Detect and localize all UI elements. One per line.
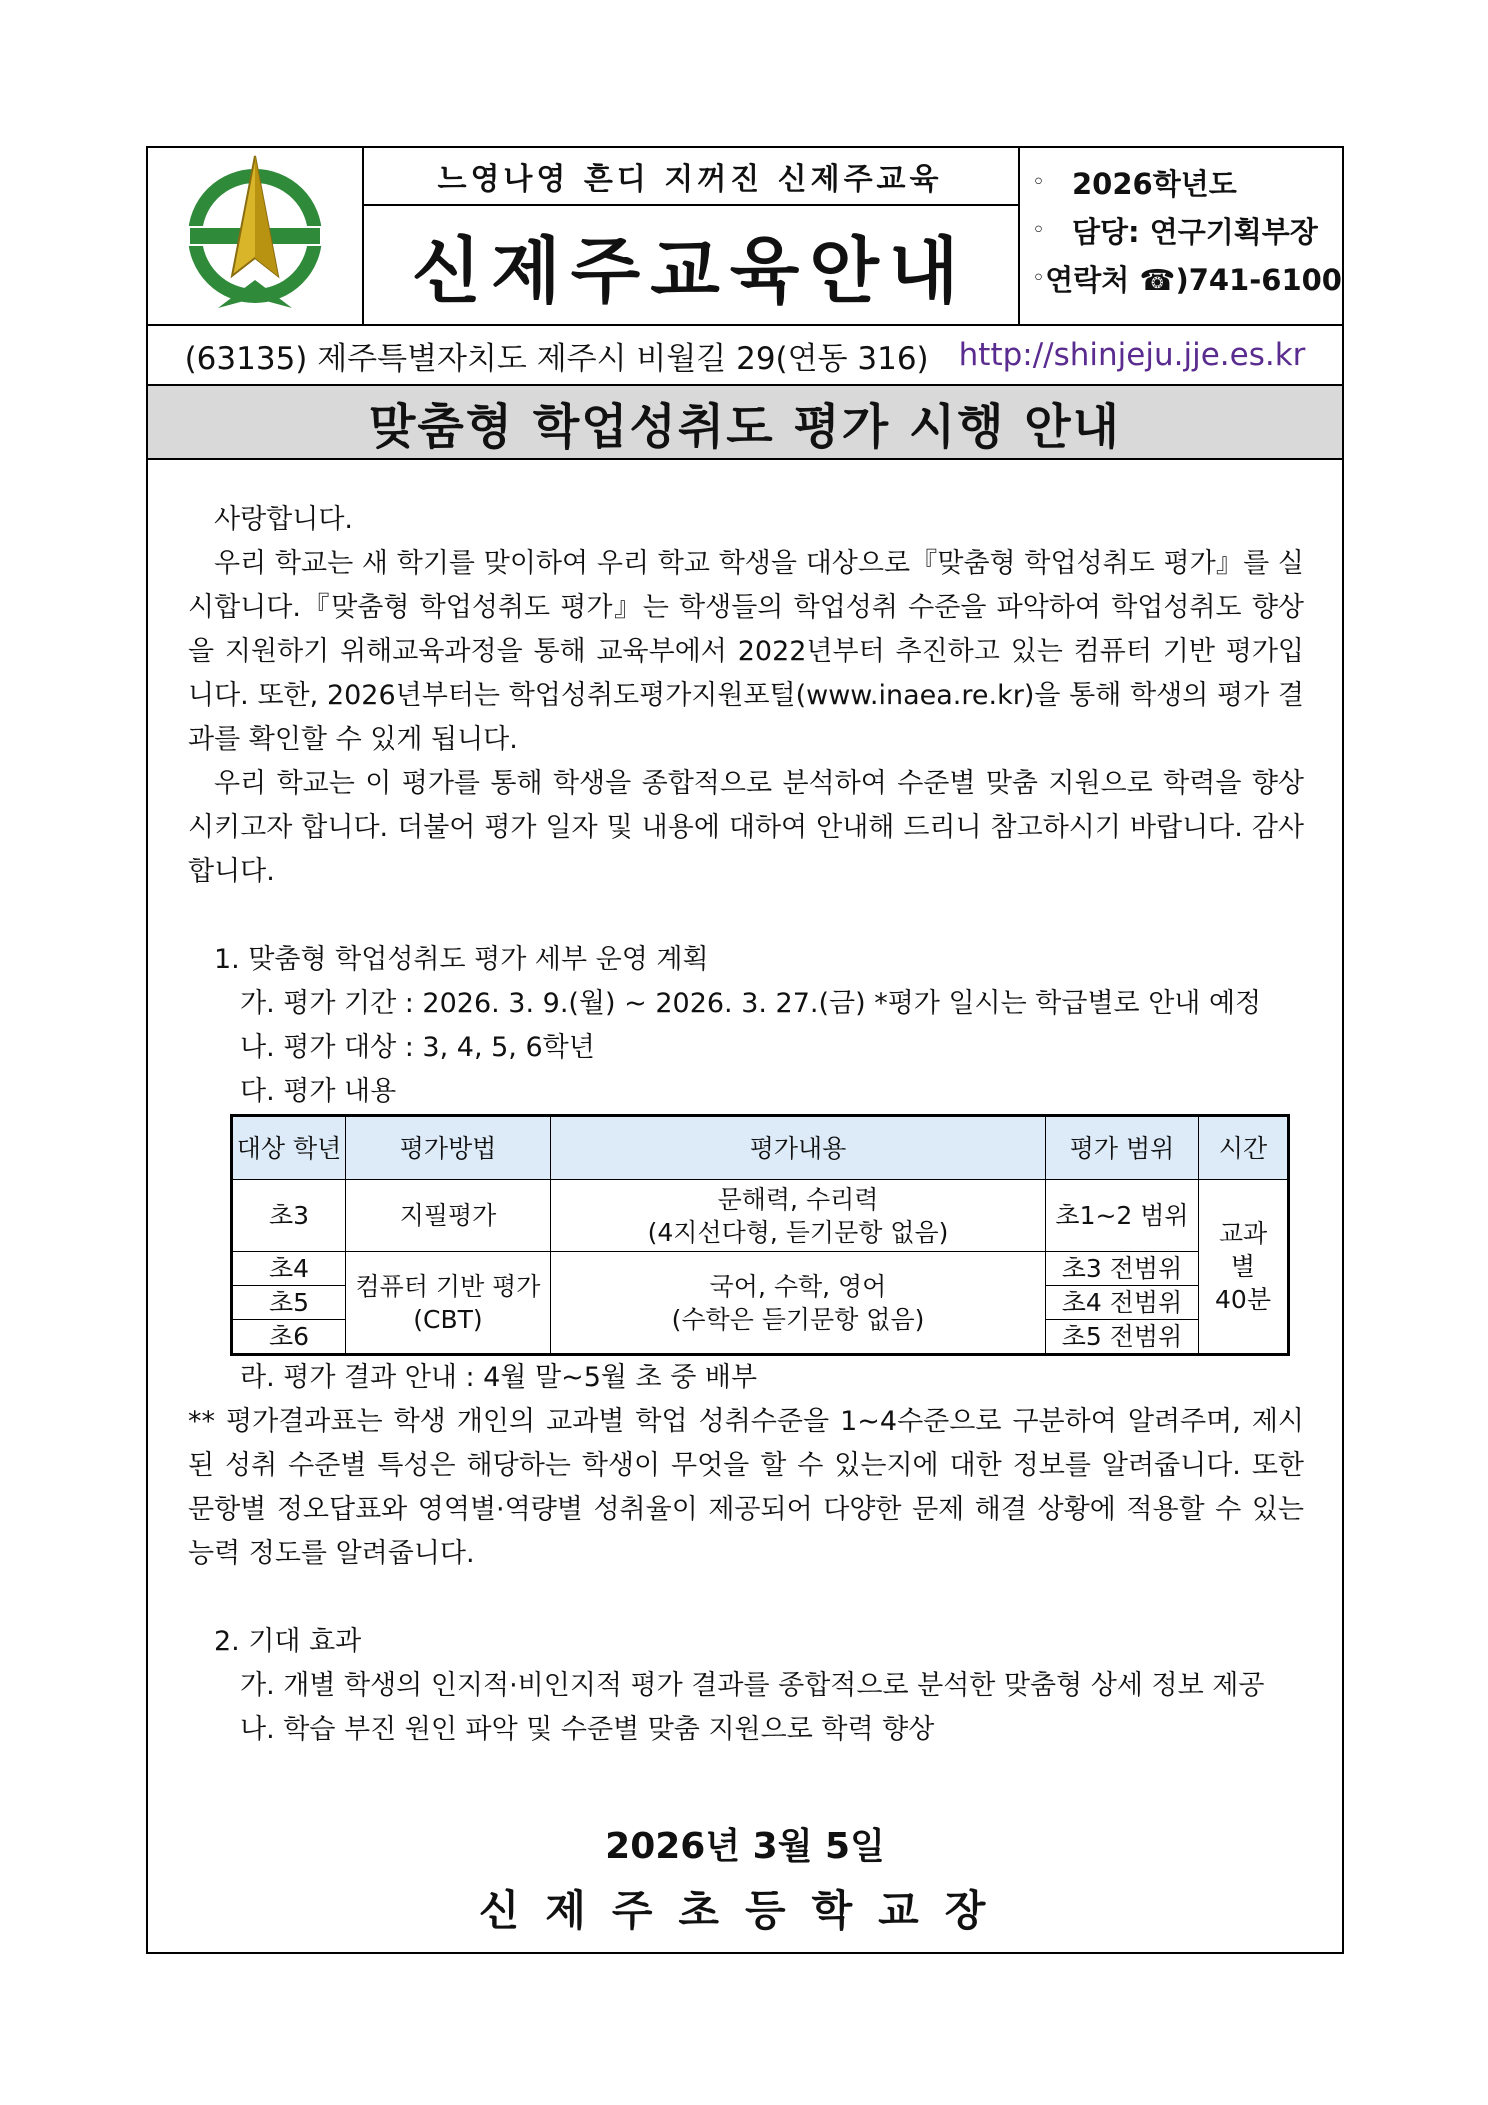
bullet-icon: ◦: [1032, 169, 1045, 195]
col-grade: 대상 학년: [232, 1116, 346, 1180]
eval-content-label: 다. 평가 내용: [240, 1076, 397, 1107]
title-cell: [362, 148, 1020, 324]
grade-cell: 초5: [232, 1286, 346, 1320]
school-year: ◦ 2026학년도: [1020, 158, 1342, 206]
issue-date: 2026년 3월 5일: [605, 1826, 885, 1867]
range-cell: 초4 전범위: [1046, 1286, 1199, 1320]
school-slogan: 느영나영 흔디 지꺼진 신제주교육: [362, 148, 1018, 206]
newsletter-title: 신제주교육안내: [411, 229, 969, 313]
intro-paragraph-1: 우리 학교는 새 학기를 맞이하여 우리 학교 학생을 대상으로『맞춤형 학업성취도 평가』를 실시합니다.『맞춤형 학업성취도 평가』는 학생들의 학업성취 수준을 파악하여 학업성취도 향상을 지원하기 위해교육과정을 통해 교육부에서 2022년부터 추진하고 있는 컴퓨터 기반 평가입니다. 또한, 2026년부터는 학업성취도평가지원포털(www.inaea.re.kr)을 통해 학생의 평가 결과를 확인할 수 있게 됩니다.: [188, 548, 1304, 755]
method-cell: 지필평가: [346, 1180, 551, 1252]
content-cell: 문해력, 수리력 (4지선다형, 듣기문항 없음): [551, 1180, 1046, 1252]
bullet-icon: ◦: [1032, 217, 1045, 243]
address-bar: [148, 326, 1342, 386]
result-note: ** 평가결과표는 학생 개인의 교과별 학업 성취수준을 1~4수준으로 구분하여 알려주며, 제시된 성취 수준별 특성은 해당하는 학생이 무엇을 할 수 있는지에 대한 정보를 알려줍니다. 또한 문항별 정오답표와 영역별·역량별 성취율이 제공되어 다양한 문제 해결 상황에 적용할 수 있는 능력 정도를 알려줍니다.: [188, 1406, 1304, 1569]
effect-item-2: 나. 학습 부진 원인 파악 및 수준별 맞춤 지원으로 학력 향상: [240, 1714, 935, 1745]
content-cell: 국어, 수학, 영어 (수학은 듣기문항 없음): [551, 1252, 1046, 1355]
col-time: 시간: [1199, 1116, 1289, 1180]
bullet-icon: ◦: [1032, 265, 1045, 291]
method-cell: 컴퓨터 기반 평가 (CBT): [346, 1252, 551, 1355]
time-cell: 교과 별 40분: [1199, 1180, 1289, 1355]
effect-item-1: 가. 개별 학생의 인지적·비인지적 평가 결과를 종합적으로 분석한 맞춤형 상세 정보 제공: [240, 1670, 1265, 1701]
grade-cell: 초3: [232, 1180, 346, 1252]
section2-heading: 2. 기대 효과: [214, 1626, 362, 1657]
section1-heading: 1. 맞춤형 학업성취도 평가 세부 운영 계획: [214, 944, 709, 975]
document-body: [188, 498, 1304, 1752]
principal-signature: 신제주초등학교장: [478, 1886, 1012, 1935]
contact-info: [1020, 148, 1342, 324]
col-method: 평가방법: [346, 1116, 551, 1180]
col-content: 평가내용: [551, 1116, 1046, 1180]
school-logo-cell: [148, 148, 364, 324]
intro-paragraph-2: 우리 학교는 이 평가를 통해 학생을 종합적으로 분석하여 수준별 맞춤 지원으로 학력을 향상시키고자 합니다. 더불어 평가 일자 및 내용에 대하여 안내해 드리니 참고하시기 바랍니다. 감사합니다.: [188, 768, 1304, 887]
document-title: 맞춤형 학업성취도 평가 시행 안내: [148, 386, 1342, 460]
eval-period: 가. 평가 기간 : 2026. 3. 9.(월) ~ 2026. 3. 27.(금) *평가 일시는 학급별로 안내 예정: [240, 988, 1262, 1019]
result-notice: 라. 평가 결과 안내 : 4월 말~5월 초 중 배부: [240, 1362, 758, 1393]
school-address: (63135) 제주특별자치도 제주시 비월길 29(연동 316): [184, 340, 929, 377]
phone-contact: ◦ 연락처 ☎)741-6100: [1020, 254, 1342, 302]
eval-target: 나. 평가 대상 : 3, 4, 5, 6학년: [240, 1032, 595, 1063]
greeting: 사랑합니다.: [214, 504, 353, 535]
table-header-row: [232, 1116, 1289, 1180]
evaluation-table: [230, 1114, 1290, 1356]
grade-cell: 초4: [232, 1252, 346, 1286]
person-in-charge: ◦ 담당: 연구기획부장: [1020, 206, 1342, 254]
letterhead: [148, 148, 1342, 326]
range-cell: 초5 전범위: [1046, 1320, 1199, 1355]
grade-cell: 초6: [232, 1320, 346, 1355]
table-row: [232, 1180, 1289, 1252]
col-range: 평가 범위: [1046, 1116, 1199, 1180]
school-url-link[interactable]: http://shinjeju.jje.es.kr: [958, 337, 1306, 373]
newsletter-frame: [146, 146, 1344, 1954]
school-logo-icon: [148, 148, 362, 324]
table-row: [232, 1252, 1289, 1286]
range-cell: 초3 전범위: [1046, 1252, 1199, 1286]
range-cell: 초1~2 범위: [1046, 1180, 1199, 1252]
